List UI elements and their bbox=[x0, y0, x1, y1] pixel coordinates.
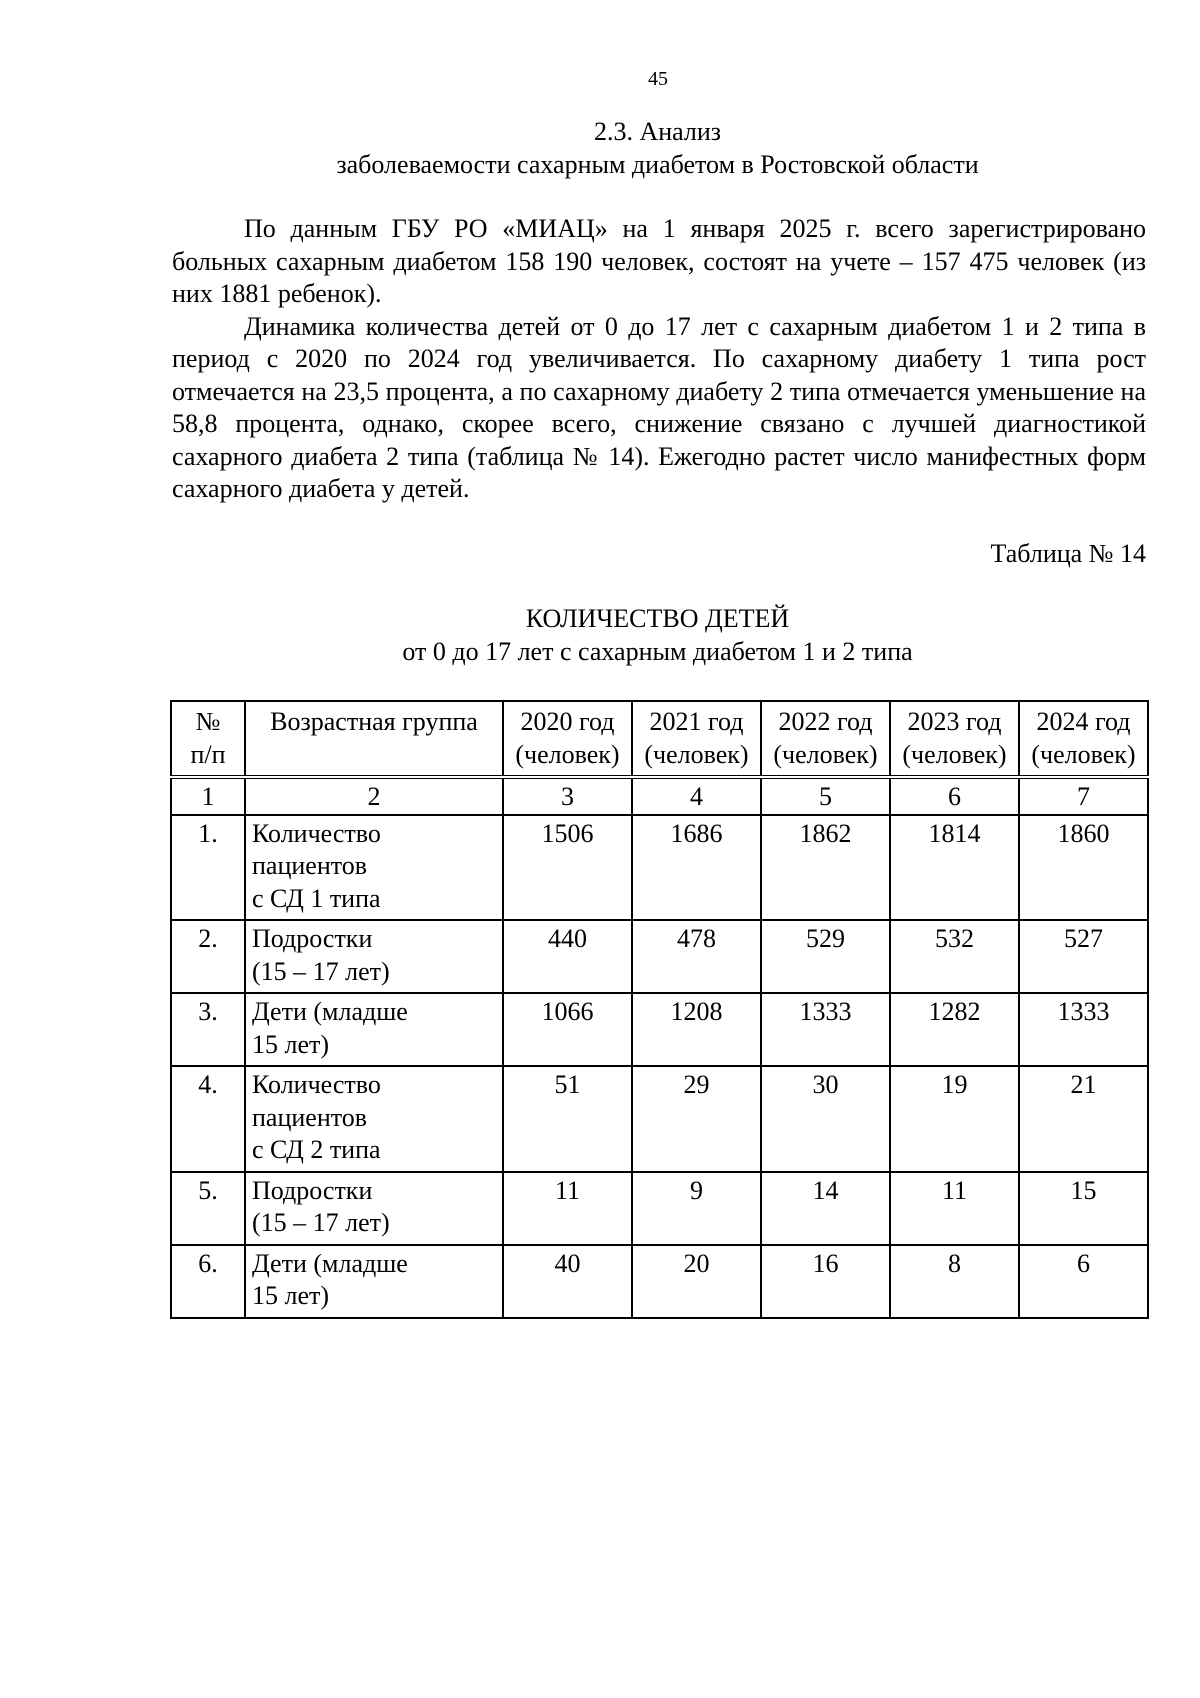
header-year-unit: (человек) bbox=[515, 739, 620, 769]
table-title: КОЛИЧЕСТВО ДЕТЕЙ bbox=[525, 604, 790, 633]
cell-value: 19 bbox=[890, 1066, 1019, 1172]
row-group-line: пациентов bbox=[252, 1102, 368, 1132]
cell-value: 21 bbox=[1019, 1066, 1148, 1172]
row-number: 4. bbox=[171, 1066, 245, 1172]
table-row bbox=[171, 920, 1148, 993]
row-group bbox=[245, 815, 503, 921]
cell-value: 1333 bbox=[761, 993, 890, 1066]
cell-value: 1333 bbox=[1019, 993, 1148, 1066]
row-group-line: пациентов bbox=[252, 851, 368, 880]
header-num-line2: п/п bbox=[190, 739, 226, 769]
cell-value: 1862 bbox=[761, 815, 890, 921]
cell-value: 15 bbox=[1019, 1172, 1148, 1245]
cell-value: 11 bbox=[890, 1172, 1019, 1245]
cell-value: 30 bbox=[761, 1066, 890, 1172]
cell-value: 14 bbox=[761, 1172, 890, 1245]
header-year bbox=[1019, 701, 1148, 777]
cell-value: 527 bbox=[1019, 920, 1148, 993]
cell-value: 40 bbox=[503, 1245, 632, 1318]
paragraph: Динамика количества детей от 0 до 17 лет с сахарным диабетом 1 и 2 типа в период с 2020 по 2024 год увеличивается. По сахарному диабету 1 типа рост отмечается на 23,5 процента, а по сахарному диабету 2 типа отмечается уменьшение на 58,8 процента, однако, скорее всего, снижение связано с лучшей диагностикой сахарного диабета 2 типа (таблица № 14). Ежегодно растет число манифестных форм сахарного диабета у детей. bbox=[172, 311, 1146, 503]
header-num bbox=[171, 701, 245, 777]
column-number: 6 bbox=[890, 777, 1019, 815]
paragraph: По данным ГБУ РО «МИАЦ» на 1 января 2025 г. всего зарегистрировано больных сахарным диабетом 158 190 человек, состоят на учете – 157 475 человек (из них 1881 ребенок). bbox=[172, 214, 1146, 308]
cell-value: 529 bbox=[761, 920, 890, 993]
cell-value: 11 bbox=[503, 1172, 632, 1245]
row-group bbox=[245, 1066, 503, 1172]
cell-value: 9 bbox=[632, 1172, 761, 1245]
header-year-unit: (человек) bbox=[902, 739, 1007, 769]
table-label: Таблица № 14 bbox=[990, 539, 1146, 568]
header-num-line1: № bbox=[195, 707, 221, 736]
header-year-label: 2024 год bbox=[1036, 707, 1131, 736]
row-group bbox=[245, 1245, 503, 1318]
cell-value: 20 bbox=[632, 1245, 761, 1318]
row-group-line: (15 – 17 лет) bbox=[252, 1208, 390, 1237]
header-year bbox=[503, 701, 632, 777]
header-year-unit: (человек) bbox=[644, 739, 749, 769]
cell-value: 478 bbox=[632, 920, 761, 993]
table-subtitle: от 0 до 17 лет с сахарным диабетом 1 и 2 типа bbox=[402, 637, 913, 666]
header-year-label: 2023 год bbox=[907, 707, 1002, 736]
cell-value: 1860 bbox=[1019, 815, 1148, 921]
column-number: 3 bbox=[503, 777, 632, 815]
row-group-line: Дети (младше bbox=[252, 997, 408, 1026]
header-year bbox=[761, 701, 890, 777]
cell-value: 1208 bbox=[632, 993, 761, 1066]
column-number: 7 bbox=[1019, 777, 1148, 815]
cell-value: 1686 bbox=[632, 815, 761, 921]
cell-value: 6 bbox=[1019, 1245, 1148, 1318]
row-number: 6. bbox=[171, 1245, 245, 1318]
cell-value: 1282 bbox=[890, 993, 1019, 1066]
row-group-line: 15 лет) bbox=[252, 1281, 330, 1310]
row-group-line: Дети (младше bbox=[252, 1248, 408, 1278]
section-heading bbox=[170, 115, 1145, 181]
cell-value: 1066 bbox=[503, 993, 632, 1066]
row-group bbox=[245, 993, 503, 1066]
header-year-label: 2021 год bbox=[649, 707, 744, 736]
header-year-label: 2020 год bbox=[520, 707, 615, 736]
header-group: Возрастная группа bbox=[245, 701, 503, 777]
cell-value: 8 bbox=[890, 1245, 1019, 1318]
section-subtitle: заболеваемости сахарным диабетом в Ростовской области bbox=[336, 150, 979, 179]
table-header-row bbox=[171, 701, 1148, 777]
table-row bbox=[171, 1066, 1148, 1172]
row-group-line: с СД 2 типа bbox=[252, 1135, 381, 1164]
row-group-line: Подростки bbox=[252, 1175, 373, 1205]
row-number: 5. bbox=[171, 1172, 245, 1245]
row-group-line: Количество bbox=[252, 1070, 381, 1099]
cell-value: 532 bbox=[890, 920, 1019, 993]
cell-value: 29 bbox=[632, 1066, 761, 1172]
row-group bbox=[245, 920, 503, 993]
row-number: 2. bbox=[171, 920, 245, 993]
table-row bbox=[171, 993, 1148, 1066]
table-row bbox=[171, 1172, 1148, 1245]
row-group-line: (15 – 17 лет) bbox=[252, 956, 390, 986]
cell-value: 16 bbox=[761, 1245, 890, 1318]
cell-value: 440 bbox=[503, 920, 632, 993]
cell-value: 51 bbox=[503, 1066, 632, 1172]
section-title: 2.3. Анализ bbox=[593, 117, 722, 146]
data-table bbox=[170, 700, 1149, 1319]
header-year-unit: (человек) bbox=[1031, 739, 1136, 769]
page-number: 45 bbox=[648, 68, 668, 90]
column-number: 5 bbox=[761, 777, 890, 815]
row-number: 1. bbox=[171, 815, 245, 921]
table-row bbox=[171, 815, 1148, 921]
column-number: 4 bbox=[632, 777, 761, 815]
body-text bbox=[172, 213, 1146, 506]
row-number: 3. bbox=[171, 993, 245, 1066]
header-year-unit: (человек) bbox=[773, 739, 878, 769]
header-year bbox=[632, 701, 761, 777]
table-title-block bbox=[170, 602, 1145, 668]
column-number: 1 bbox=[171, 777, 245, 815]
row-group bbox=[245, 1172, 503, 1245]
cell-value: 1814 bbox=[890, 815, 1019, 921]
column-number: 2 bbox=[245, 777, 503, 815]
column-number-row bbox=[171, 777, 1148, 815]
row-group-line: Количество bbox=[252, 818, 381, 848]
row-group-line: с СД 1 типа bbox=[252, 883, 381, 913]
header-year bbox=[890, 701, 1019, 777]
row-group-line: 15 лет) bbox=[252, 1029, 330, 1059]
table-row bbox=[171, 1245, 1148, 1318]
cell-value: 1506 bbox=[503, 815, 632, 921]
row-group-line: Подростки bbox=[252, 924, 373, 953]
header-year-label: 2022 год bbox=[778, 707, 873, 736]
